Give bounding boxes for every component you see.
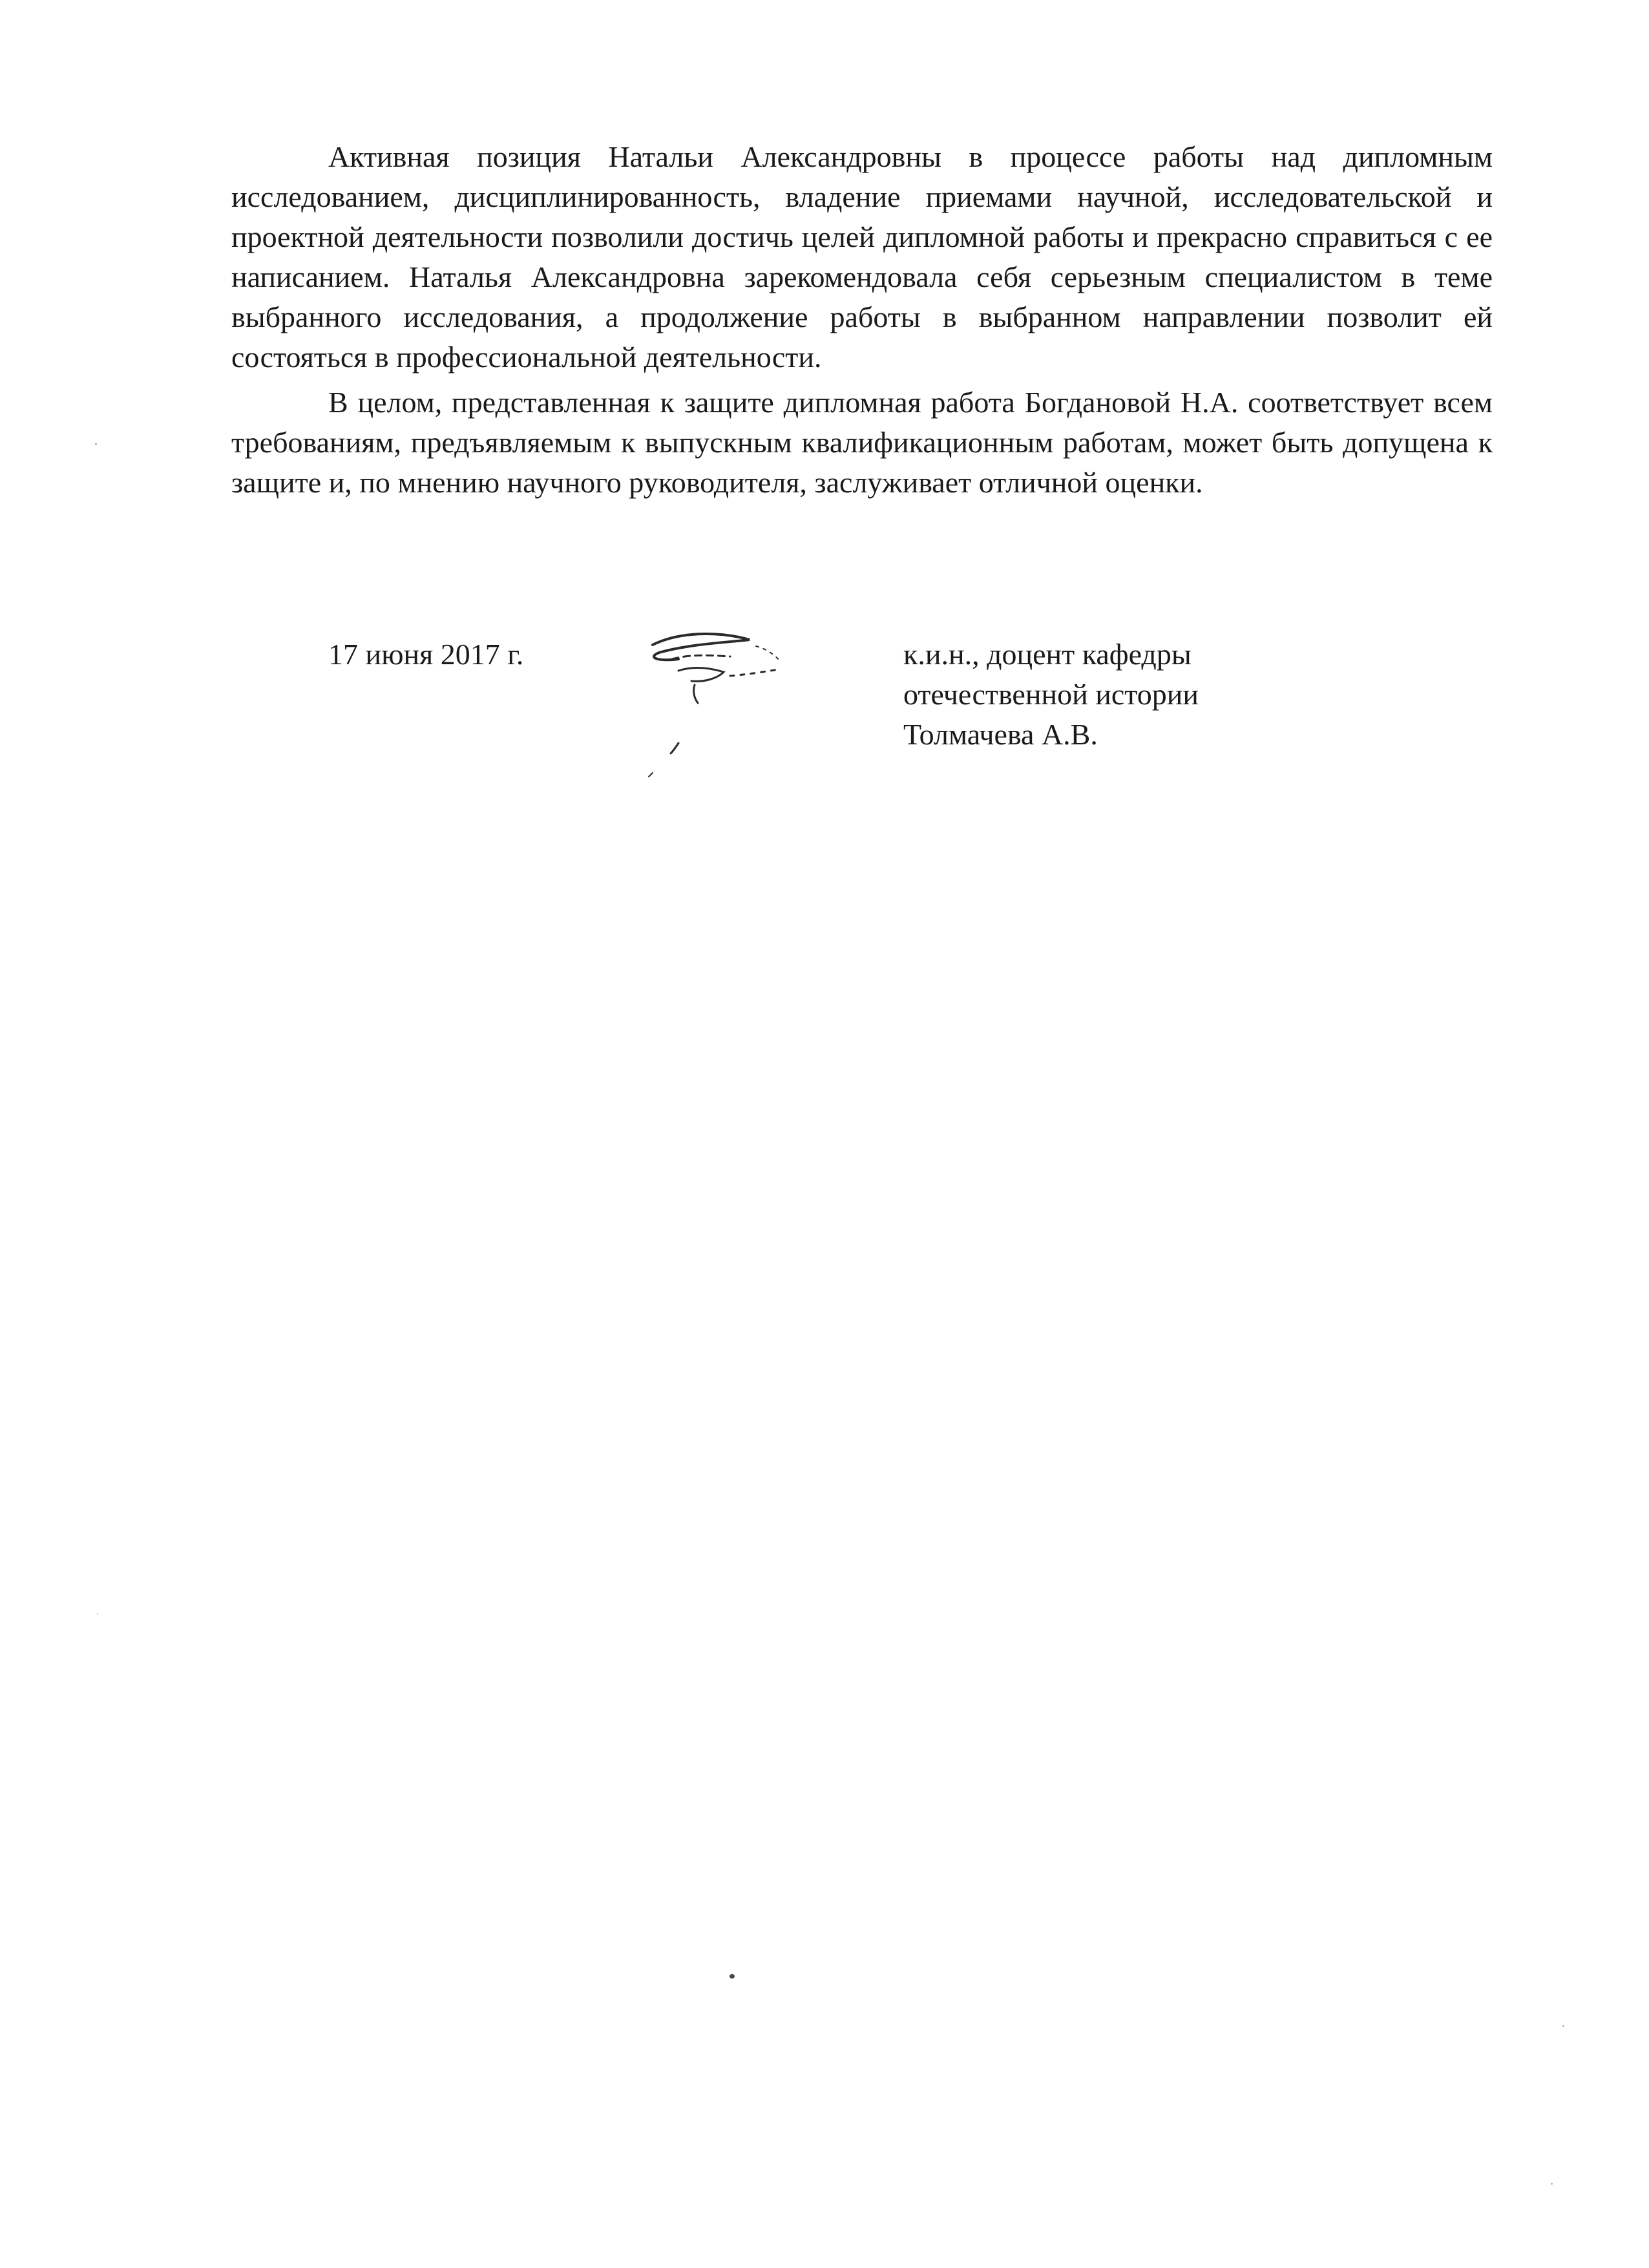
- signer-position: к.и.н., доцент кафедры: [903, 638, 1192, 671]
- signer-block: [903, 635, 1199, 755]
- scan-speck: [1551, 2183, 1553, 2185]
- review-body: [231, 137, 1493, 503]
- paragraph-conclusion: В целом, представленная к защите дипломная работа Богдановой Н.А. соответствует всем требованиям, предъявляемым к выпускным квалификационным работам, может быть допущена к защите и, по мнению научного руководителя, заслуживает отличной оценки.: [231, 386, 1493, 499]
- scan-speck: [95, 443, 97, 445]
- scan-speck: [97, 1613, 98, 1615]
- scan-speck: [1562, 2025, 1564, 2027]
- paragraph-assessment: Активная позиция Натальи Александровны в процессе работы над дипломным исследованием, дисциплинированность, владение приемами научной, исследовательской и проектной деятельности позволили достичь целей дипломной работы и прекрасно справиться с ее написанием. Наталья Александровна зарекомендовала себя серьезным специалистом в теме выбранного исследования, а продолжение работы в выбранном направлении позволит ей состояться в профессиональной деятельности.: [231, 140, 1493, 373]
- signature-date: 17 июня 2017 г.: [328, 638, 524, 671]
- signer-department: отечественной истории: [903, 678, 1199, 711]
- handwritten-signature: [633, 620, 827, 801]
- signer-name: Толмачева А.В.: [903, 718, 1098, 751]
- scan-speck: [730, 1974, 735, 1979]
